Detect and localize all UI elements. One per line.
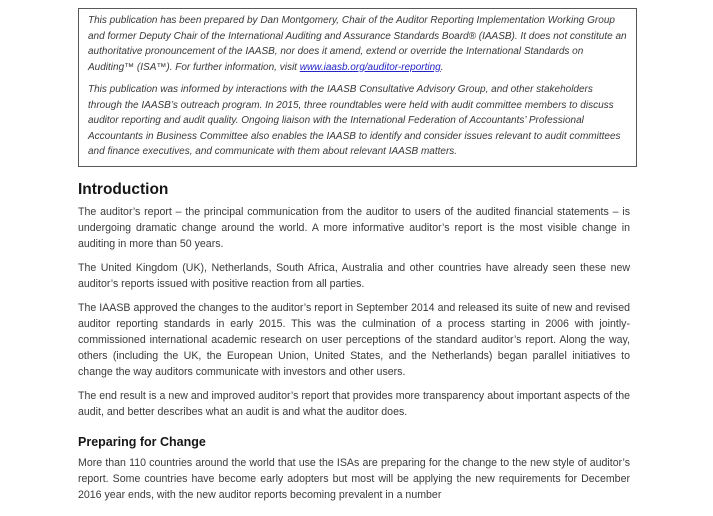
notice-paragraph-2: This publication was informed by interactions with the IAASB Consultative Advisory Group, and other stakeholders through the IAASB’s outreach program. In 2015, three roundtables were held with audit committee members to discuss auditor reporting and audit quality. Ongoing liaison with the International Federation of Accountants’ Professional Accountants in Business Committee also enables the IAASB to identify and consider issues relevant to audit committees and finance executives, and communicate with them about relevant IAASB matters. — [88, 84, 621, 157]
introduction-paragraph-3: The IAASB approved the changes to the auditor’s report in September 2014 and released its suite of new and revised auditor reporting standards in early 2015. This was the culmination of a process starting in 2006 with jointly-commissioned international academic research on user perceptions of the standard auditor’s report. Along the way, others (including the UK, the European Union, United States, and the Netherlands) began parallel initiatives to change the way auditors communicate with investors and other users. — [78, 301, 630, 378]
notice-box — [78, 8, 637, 167]
notice-paragraph-1-period: . — [440, 61, 444, 73]
introduction-paragraph-1: The auditor’s report – the principal communication from the auditor to users of the audited financial statements – is undergoing dramatic change around the world. A more informative auditor’s report is the most visible change in auditing in more than 50 years. — [78, 205, 630, 250]
introduction-paragraph-4: The end result is a new and improved auditor’s report that provides more transparency about important aspects of the audit, and better describes what an audit is and what the auditor does. — [78, 389, 630, 418]
content-column — [78, 8, 637, 503]
introduction-heading: Introduction — [78, 180, 169, 198]
notice-paragraph-1 — [88, 13, 627, 75]
introduction-paragraph-2: The United Kingdom (UK), Netherlands, South Africa, Australia and other countries have already seen these new auditor’s reports issued with positive reaction from all parties. — [78, 261, 630, 290]
iaasb-auditor-reporting-link[interactable]: www.iaasb.org/auditor-reporting — [299, 61, 441, 73]
preparing-for-change-heading: Preparing for Change — [78, 434, 206, 449]
notice-paragraph-1-text: This publication has been prepared by Dan Montgomery, Chair of the Auditor Reporting Implementation Working Group and former Deputy Chair of the International Auditing and Assurance Standards Board® (IAASB). It does not constitute an authoritative pronouncement of the IAASB, nor does it amend, extend or override the International Standards on Auditing™ (ISA™). For further information, visit — [88, 15, 627, 73]
preparing-for-change-paragraph-1: More than 110 countries around the world that use the ISAs are preparing for the change to the new style of auditor’s report. Some countries have become early adopters but most will be applying the new requirements for December 2016 year ends, with the new auditor reports becoming prevalent in a number — [78, 456, 630, 501]
